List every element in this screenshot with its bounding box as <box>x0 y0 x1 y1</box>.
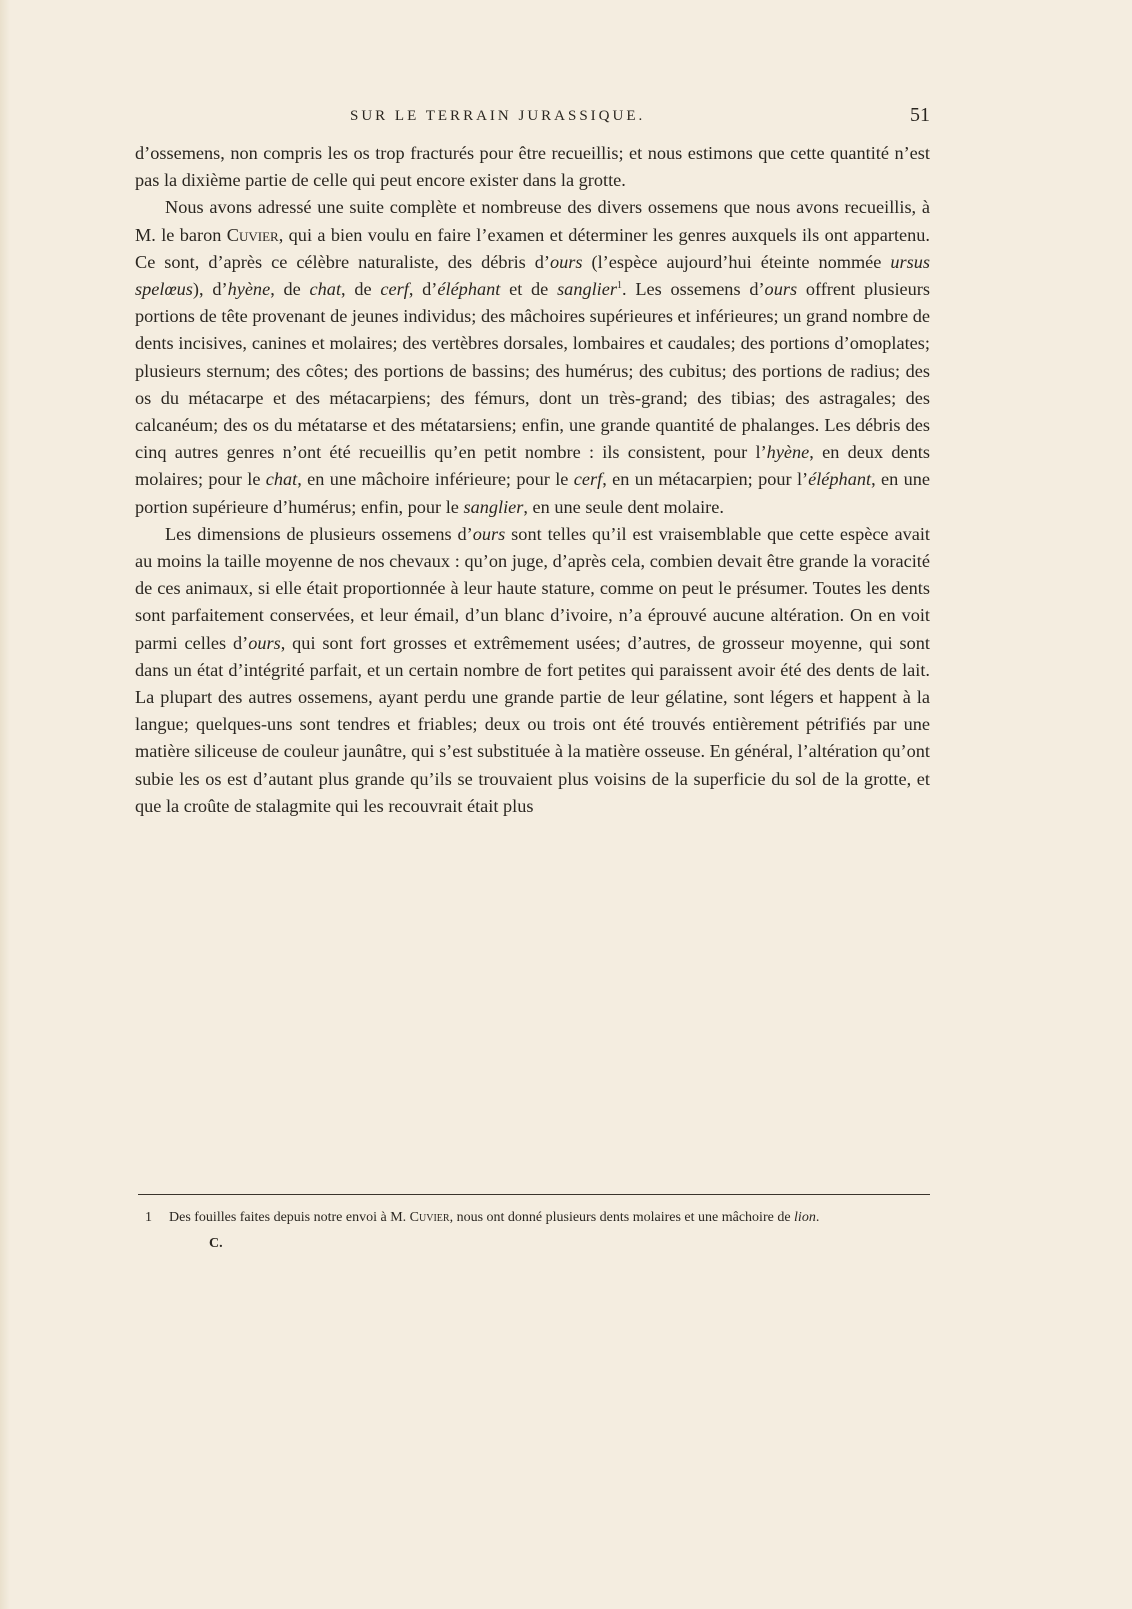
running-title: SUR LE TERRAIN JURASSIQUE. <box>350 108 646 124</box>
page-number: 51 <box>910 104 930 126</box>
footnotes <box>145 1208 930 1254</box>
body-text <box>135 140 930 820</box>
footnote-rule <box>138 1194 930 1195</box>
footnote-number: 1 <box>145 1210 152 1225</box>
paragraph-3: Les dimensions de plusieurs ossemens d’ours sont telles qu’il est vraisemblable que cette espèce avait au moins la taille moyenne de nos chevaux : qu’on juge, d’après cela, combien devait être grande la voracité de ces animaux, si elle était proportionnée à leur haute stature, comme on peut le présumer. Toutes les dents sont parfaitement conservées, et leur émail, d’un blanc d’ivoire, n’a éprouvé aucune altération. On en voit parmi celles d’ours, qui sont fort grosses et extrêmement usées; d’autres, de grosseur moyenne, qui sont dans un état d’intégrité parfait, et un certain nombre de fort petites qui paraissent avoir été des dents de lait. La plupart des autres ossemens, ayant perdu une grande partie de leur gélatine, sont légers et happent à la langue; quelques-uns sont tendres et friables; deux ou trois ont été trouvés entièrement pétrifiés par une matière siliceuse de couleur jaunâtre, qui s’est substituée à la matière osseuse. En général, l’altération qu’ont subie les os est d’autant plus grande qu’ils se trouvaient plus voisins de la superficie du sol de la grotte, et que la croûte de stalagmite qui les recouvrait était plus <box>135 523 930 816</box>
page-header <box>135 104 930 132</box>
paragraph-1: d’ossemens, non compris les os trop fracturés pour être recueillis; et nous estimons que cette quantité n’est pas la dixième partie de celle qui peut encore exister dans la grotte. <box>135 143 930 191</box>
footnote-1 <box>145 1208 930 1228</box>
footnote-signature: C. <box>209 1236 223 1251</box>
page-edge-shadow <box>0 0 10 1609</box>
paragraph-2: Nous avons adressé une suite complète et nombreuse des divers ossemens que nous avons recueillis, à M. le baron Cuvier, qui a bien voulu en faire l’examen et déterminer les genres auxquels ils ont appartenu. Ce sont, d’après ce célèbre naturaliste, des débris d’ours (l’espèce aujourd’hui éteinte nommée ursus spelœus), d’hyène, de chat, de cerf, d’éléphant et de sanglier$^1$. Les ossemens d’ours offrent plusieurs portions de tête provenant de jeunes individus; des mâchoires supérieures et inférieures; un grand nombre de dents incisives, canines et molaires; des vertèbres dorsales, lombaires et caudales; des portions d’omoplates; plusieurs sternum; des côtes; des portions de bassins; des humérus; des cubitus; des portions de radius; des os du métacarpe et des métacarpiens; des fémurs, dont un très-grand; des tibias; des astragales; des calcanéum; des os du métatarse et des métatarsiens; enfin, une grande quantité de phalanges. Les débris des cinq autres genres n’ont été recueillis qu’en petit nombre : ils consistent, pour l’hyène, en deux dents molaires; pour le chat, en une mâchoire inférieure; pour le cerf, en un métacarpien; pour l’éléphant, en une portion supérieure d’humérus; enfin, pour le sanglier, en une seule dent molaire. <box>135 197 931 517</box>
footnote-text: Des fouilles faites depuis notre envoi à M. Cuvier, nous ont donné plusieurs dents molaires et une mâchoire de lion. <box>169 1210 820 1225</box>
